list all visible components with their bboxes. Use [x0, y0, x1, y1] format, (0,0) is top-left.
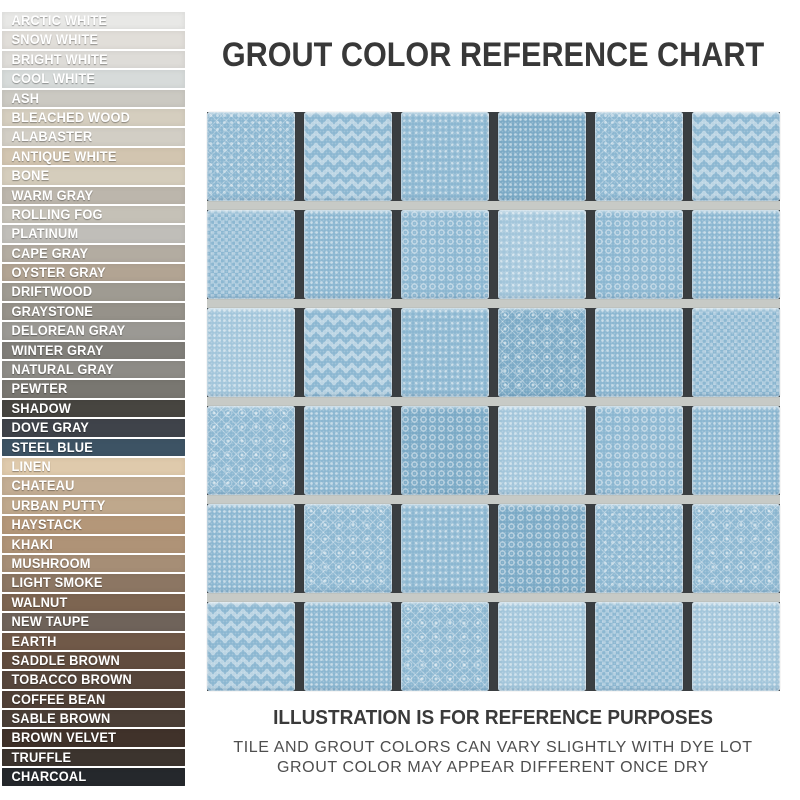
swatch-truffle [2, 749, 185, 766]
mosaic-tile-rings [595, 406, 683, 495]
mosaic-tile-dots [692, 602, 780, 691]
swatch-linen [2, 458, 185, 475]
swatch-cool-white [2, 70, 185, 87]
swatch-dove-gray [2, 419, 185, 436]
mosaic-tile-quatrefoil [304, 504, 392, 593]
swatch-antique-white [2, 148, 185, 165]
swatch-label: TRUFFLE [11, 749, 72, 765]
mosaic-tile-dots [692, 406, 780, 495]
swatch-charcoal [2, 768, 185, 785]
mosaic-tile-medallion [401, 112, 489, 201]
swatch-bleached-wood [2, 109, 185, 126]
page-title: GROUT COLOR REFERENCE CHART [221, 36, 765, 74]
footer-heading: ILLUSTRATION IS FOR REFERENCE PURPOSES [273, 707, 713, 729]
swatch-label: ROLLING FOG [11, 206, 103, 222]
swatch-label: ALABASTER [11, 129, 93, 145]
swatch-label: WARM GRAY [11, 187, 94, 203]
swatch-earth [2, 633, 185, 650]
swatch-label: GRAYSTONE [11, 303, 94, 319]
swatch-label: CHATEAU [11, 478, 75, 494]
swatch-chateau [2, 477, 185, 494]
mosaic-tile-rings [595, 210, 683, 299]
mosaic-tile-medallion [401, 308, 489, 397]
swatch-label: EARTH [11, 633, 57, 649]
swatch-arctic-white [2, 12, 185, 29]
mosaic-tile-dots [304, 210, 392, 299]
mosaic-tile-quatrefoil [692, 504, 780, 593]
swatch-haystack [2, 516, 185, 533]
mosaic-tile-triangles [207, 210, 295, 299]
swatch-label: OYSTER GRAY [11, 265, 106, 281]
mosaic-tile-rings [401, 210, 489, 299]
swatch-label: URBAN PUTTY [11, 497, 106, 513]
swatch-cape-gray [2, 245, 185, 262]
swatch-delorean-gray [2, 322, 185, 339]
mosaic-grid [207, 112, 780, 691]
mosaic-tile-chevron [692, 112, 780, 201]
mosaic-tile-lattice [207, 112, 295, 201]
swatch-label: CAPE GRAY [11, 245, 89, 261]
swatch-ash [2, 90, 185, 107]
swatch-rolling-fog [2, 206, 185, 223]
swatch-label: PEWTER [11, 381, 68, 397]
swatch-label: BROWN VELVET [11, 730, 117, 746]
swatch-label: ANTIQUE WHITE [11, 148, 117, 164]
swatch-mushroom [2, 555, 185, 572]
swatch-driftwood [2, 283, 185, 300]
swatch-label: KHAKI [11, 536, 54, 552]
mosaic-tile-dots [595, 308, 683, 397]
swatch-label: STEEL BLUE [11, 439, 93, 455]
swatch-natural-gray [2, 361, 185, 378]
mosaic-tile-rings [498, 504, 586, 593]
swatch-pewter [2, 380, 185, 397]
mosaic-tile-lattice [595, 112, 683, 201]
swatch-label: HAYSTACK [11, 517, 83, 533]
swatch-label: LIGHT SMOKE [11, 575, 103, 591]
mosaic-tile-rings [401, 406, 489, 495]
mosaic-tile-dots [304, 406, 392, 495]
swatch-label: NEW TAUPE [11, 614, 90, 630]
footer-note-dye-lot: TILE AND GROUT COLORS CAN VARY SLIGHTLY WITH DYE LOT [233, 739, 753, 756]
swatch-alabaster [2, 128, 185, 145]
swatch-label: ARCTIC WHITE [11, 13, 108, 28]
swatch-label: SABLE BROWN [11, 711, 111, 727]
swatch-label: TOBACCO BROWN [11, 672, 133, 688]
swatch-urban-putty [2, 497, 185, 514]
swatch-label: COFFEE BEAN [11, 691, 106, 707]
mosaic-tile-lattice [595, 504, 683, 593]
mosaic-tile-chevron [207, 602, 295, 691]
swatch-label: WINTER GRAY [11, 342, 104, 358]
swatch-label: DOVE GRAY [11, 420, 89, 436]
mosaic-tile-dots [498, 406, 586, 495]
swatch-bright-white [2, 51, 185, 68]
mosaic-tile-medallion [498, 210, 586, 299]
mosaic-tile-medallion [401, 504, 489, 593]
swatch-label: ASH [11, 90, 40, 106]
mosaic-tile-triangles [692, 308, 780, 397]
swatch-light-smoke [2, 574, 185, 591]
mosaic-tile-quatrefoil [401, 602, 489, 691]
swatch-steel-blue [2, 439, 185, 456]
swatch-platinum [2, 225, 185, 242]
swatch-label: CHARCOAL [11, 769, 87, 785]
mosaic-tile-dots [498, 602, 586, 691]
swatch-label: SHADOW [11, 400, 72, 416]
swatch-coffee-bean [2, 691, 185, 708]
swatch-khaki [2, 536, 185, 553]
swatch-shadow [2, 400, 185, 417]
mosaic-tile-dots [207, 504, 295, 593]
swatch-brown-velvet [2, 729, 185, 746]
swatch-label: PLATINUM [11, 226, 79, 242]
swatch-label: SNOW WHITE [11, 32, 99, 48]
swatch-label: DRIFTWOOD [11, 284, 93, 300]
mosaic-tile-dots [304, 602, 392, 691]
swatch-label: DELOREAN GRAY [11, 323, 126, 339]
swatch-label: SADDLE BROWN [11, 652, 120, 668]
mosaic-tile-chevron [304, 308, 392, 397]
mosaic-tile-triangles [595, 602, 683, 691]
swatch-label: BRIGHT WHITE [11, 51, 108, 67]
swatch-oyster-gray [2, 264, 185, 281]
grout-swatch-list [2, 12, 185, 788]
mosaic-tile-dots [498, 112, 586, 201]
swatch-label: MUSHROOM [11, 555, 91, 571]
swatch-tobacco-brown [2, 671, 185, 688]
swatch-snow-white [2, 31, 185, 48]
swatch-label: BONE [11, 168, 50, 184]
swatch-sable-brown [2, 710, 185, 727]
swatch-graystone [2, 303, 185, 320]
swatch-label: LINEN [11, 458, 51, 474]
swatch-label: WALNUT [11, 594, 68, 610]
footer-note-dry-color: GROUT COLOR MAY APPEAR DIFFERENT ONCE DRY [276, 759, 710, 776]
swatch-bone [2, 167, 185, 184]
swatch-winter-gray [2, 342, 185, 359]
mosaic-tile-quatrefoil [207, 406, 295, 495]
swatch-warm-gray [2, 187, 185, 204]
swatch-label: NATURAL GRAY [11, 362, 115, 378]
swatch-label: COOL WHITE [11, 71, 96, 87]
mosaic-tile-dots [207, 308, 295, 397]
mosaic-tile-dots [692, 210, 780, 299]
swatch-new-taupe [2, 613, 185, 630]
swatch-label: BLEACHED WOOD [11, 109, 131, 125]
mosaic-tile-chevron [304, 112, 392, 201]
mosaic-tile-quatrefoil [498, 308, 586, 397]
footer-disclaimer [186, 707, 800, 778]
swatch-saddle-brown [2, 652, 185, 669]
swatch-walnut [2, 594, 185, 611]
